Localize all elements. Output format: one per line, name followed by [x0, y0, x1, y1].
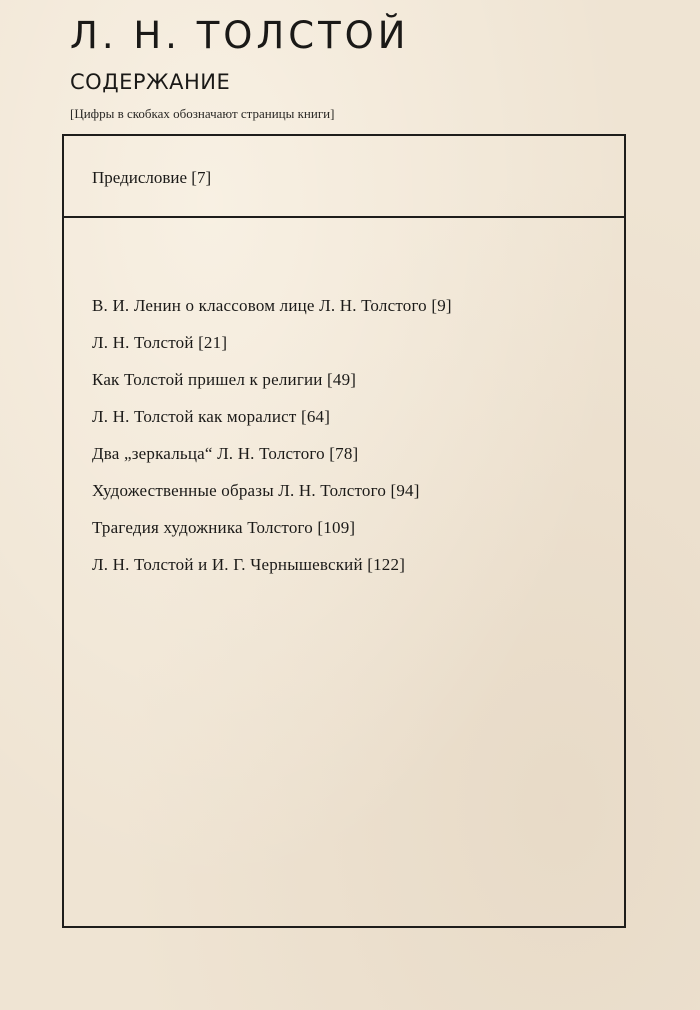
toc-item: Л. Н. Толстой [21] [92, 333, 228, 352]
toc-item: Художественные образы Л. Н. Толстого [94] [92, 481, 420, 500]
toc-preface: Предисловие [7] [92, 168, 212, 187]
toc-list [92, 296, 452, 592]
toc-item: Как Толстой пришел к религии [49] [92, 370, 357, 389]
contents-heading: СОДЕРЖАНИЕ [70, 70, 231, 94]
author-title: Л. Н. ТОЛСТОЙ [70, 14, 410, 57]
toc-item: Л. Н. Толстой и И. Г. Чернышевский [122] [92, 555, 406, 574]
toc-item: Трагедия художника Толстого [109] [92, 518, 356, 537]
page-numbers-note: [Цифры в скобках обозначают страницы книги] [70, 106, 335, 121]
toc-item: В. И. Ленин о классовом лице Л. Н. Толстого [9] [92, 296, 452, 315]
toc-item: Л. Н. Толстой как моралист [64] [92, 407, 331, 426]
frame-divider [64, 216, 624, 218]
contents-frame [62, 134, 626, 928]
toc-item: Два „зеркальца“ Л. Н. Толстого [78] [92, 444, 359, 463]
